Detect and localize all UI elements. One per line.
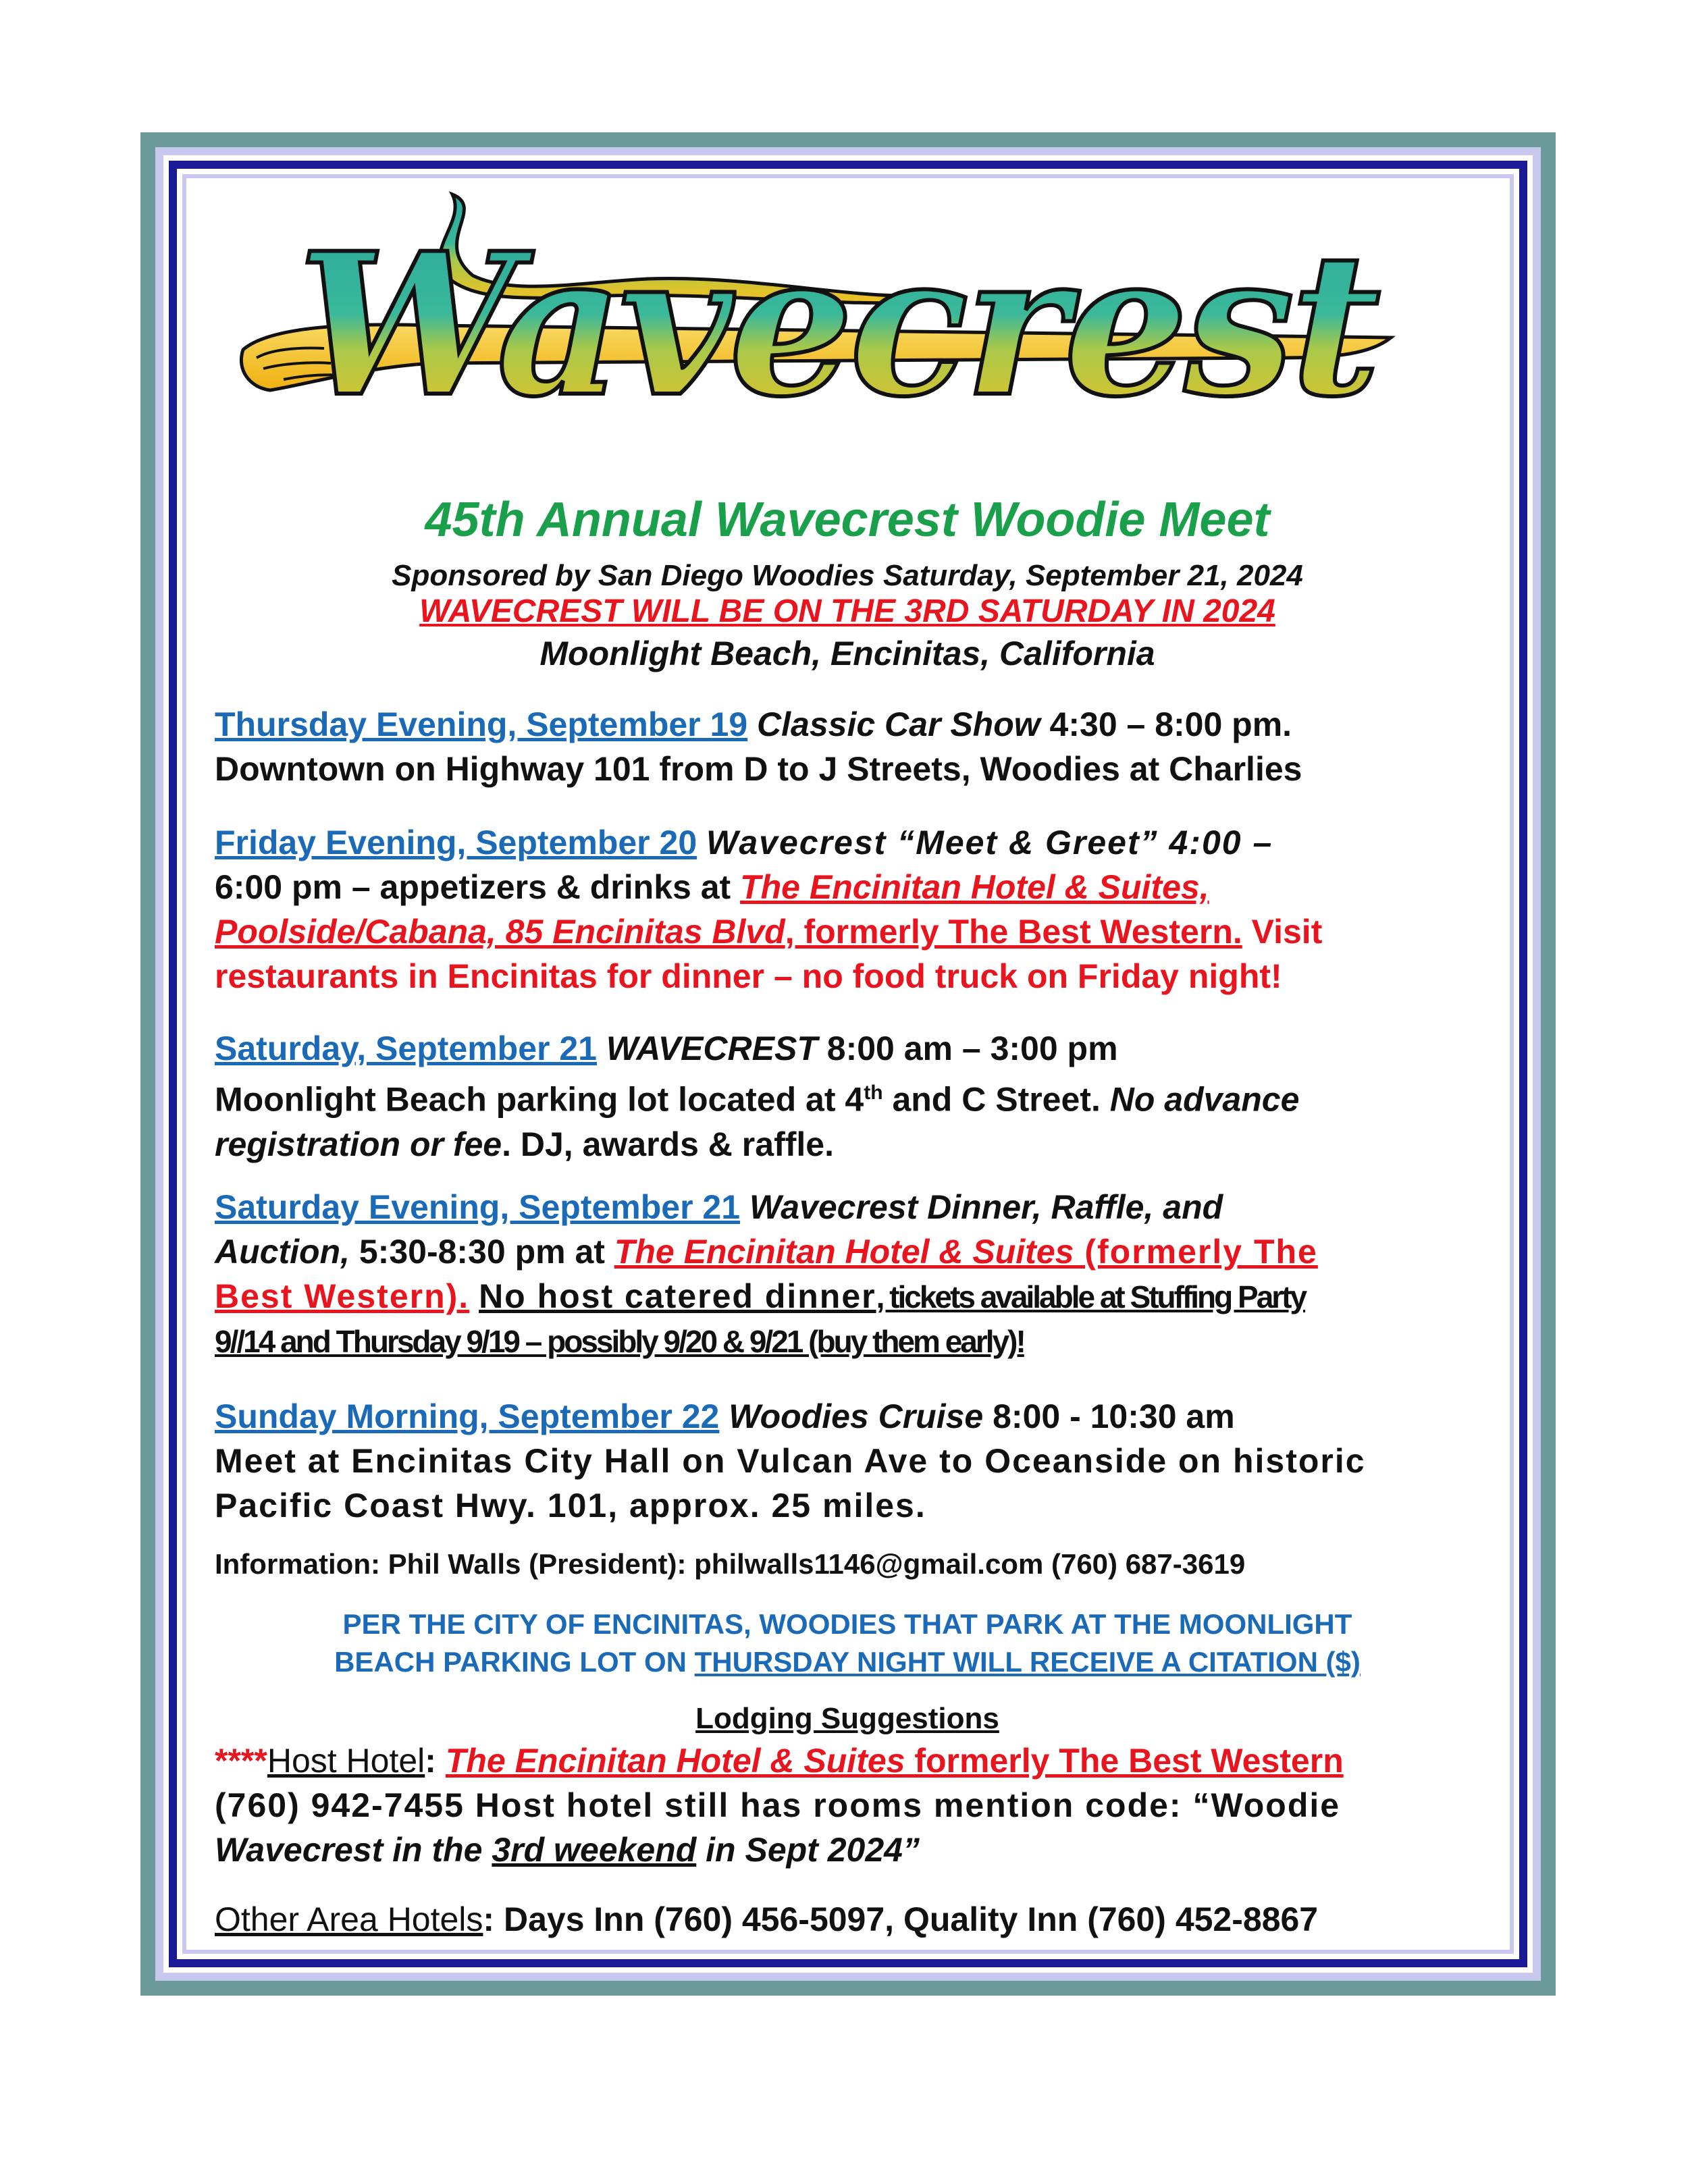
friday-time: 6:00 pm – appetizers & drinks at bbox=[215, 868, 741, 906]
contact-info: Information: Phil Walls (President): philwalls1146@gmail.com (760) 687-3619 bbox=[215, 1548, 1246, 1580]
citation-warning-prefix: BEACH PARKING LOT ON bbox=[334, 1646, 695, 1678]
host-code-c: in Sept 2024” bbox=[696, 1831, 920, 1869]
saturday-evening-best-western: Best Western). bbox=[215, 1277, 470, 1315]
saturday-evening-heading[interactable]: Saturday Evening, September 21 bbox=[215, 1188, 741, 1226]
thursday-location: Downtown on Highway 101 from D to J Streets, Woodies at Charlies bbox=[215, 750, 1302, 788]
lodging-section bbox=[215, 1738, 1518, 1872]
citation-warning-line1: PER THE CITY OF ENCINITAS, WOODIES THAT PARK AT THE MOONLIGHT bbox=[342, 1608, 1352, 1640]
host-hotel-phone: (760) 942-7455 Host hotel still has rooms mention code: “Woodie bbox=[215, 1786, 1341, 1824]
saturday-heading[interactable]: Saturday, September 21 bbox=[215, 1030, 597, 1067]
svg-text:Wavecrest: Wavecrest bbox=[297, 211, 1377, 440]
sunday-section bbox=[215, 1394, 1518, 1528]
friday-hotel: The Encinitan Hotel & Suites, bbox=[740, 868, 1209, 906]
saturday-registration: registration or fee bbox=[215, 1125, 502, 1163]
sunday-meet: Meet at Encinitas City Hall on Vulcan Ave to Oceanside on historic bbox=[215, 1442, 1366, 1480]
saturday-evening-dates: 9//14 and Thursday 9/19 – possibly 9/20 & 9/21 (buy them early)! bbox=[215, 1324, 1024, 1359]
lodging-heading: Lodging Suggestions bbox=[695, 1702, 999, 1735]
sunday-route: Pacific Coast Hwy. 101, approx. 25 miles. bbox=[215, 1487, 926, 1524]
other-hotels-list: : Days Inn (760) 456-5097, Quality Inn (760) 452-8867 bbox=[483, 1900, 1319, 1938]
host-hotel-label: Host Hotel bbox=[267, 1742, 425, 1780]
third-saturday-text: WAVECREST WILL BE ON THE 3RD SATURDAY IN 2024 bbox=[419, 593, 1275, 629]
host-colon: : bbox=[425, 1742, 446, 1780]
saturday-evening-time: 5:30-8:30 pm at bbox=[349, 1233, 614, 1271]
host-code-b: 3rd weekend bbox=[492, 1831, 697, 1869]
sponsor-line: Sponsored by San Diego Woodies Saturday, September 21, 2024 bbox=[392, 559, 1303, 592]
location-line: Moonlight Beach, Encinitas, California bbox=[539, 635, 1155, 672]
saturday-location: Moonlight Beach parking lot located at 4 bbox=[215, 1080, 864, 1119]
citation-warning-emphasis: THURSDAY NIGHT WILL RECEIVE A CITATION ($) bbox=[694, 1646, 1361, 1678]
other-hotels-label: Other Area Hotels bbox=[215, 1900, 483, 1938]
thursday-time: 4:30 – 8:00 pm. bbox=[1040, 705, 1292, 743]
host-stars: **** bbox=[215, 1742, 267, 1780]
friday-dinner-note: restaurants in Encinitas for dinner – no food truck on Friday night! bbox=[215, 957, 1282, 995]
saturday-section bbox=[215, 1026, 1518, 1167]
sunday-time: 8:00 - 10:30 am bbox=[983, 1397, 1235, 1435]
saturday-evening-dinner: No host catered dinner bbox=[479, 1277, 876, 1315]
friday-visit: Visit bbox=[1242, 913, 1323, 951]
saturday-extras: . DJ, awards & raffle. bbox=[502, 1125, 834, 1163]
event-title: 45th Annual Wavecrest Woodie Meet bbox=[425, 493, 1270, 547]
thursday-heading[interactable]: Thursday Evening, September 19 bbox=[215, 705, 748, 743]
friday-event: Wavecrest “Meet & Greet” 4:00 – bbox=[706, 824, 1273, 861]
host-hotel-former: formerly The Best Western bbox=[905, 1742, 1344, 1780]
saturday-ordinal: th bbox=[864, 1082, 883, 1104]
saturday-event: WAVECREST bbox=[606, 1030, 818, 1067]
saturday-no-advance: No advance bbox=[1109, 1080, 1300, 1119]
friday-venue: Poolside/Cabana, 85 Encinitas Blvd bbox=[215, 913, 785, 951]
sunday-heading[interactable]: Sunday Morning, September 22 bbox=[215, 1397, 720, 1435]
wavecrest-logo bbox=[230, 181, 1418, 451]
friday-heading[interactable]: Friday Evening, September 20 bbox=[215, 824, 697, 861]
host-code-a: Wavecrest in the bbox=[215, 1831, 492, 1869]
thursday-event: Classic Car Show bbox=[757, 705, 1040, 743]
saturday-evening-former: (formerly The bbox=[1074, 1233, 1318, 1271]
third-saturday-notice bbox=[189, 591, 1506, 632]
saturday-evening-tickets: , tickets available at Stuffing Party bbox=[876, 1279, 1306, 1314]
sunday-event: Woodies Cruise bbox=[729, 1397, 984, 1435]
other-hotels bbox=[215, 1897, 1518, 1942]
friday-former-name: , formerly The Best Western. bbox=[785, 913, 1242, 951]
saturday-evening-section bbox=[215, 1185, 1518, 1364]
saturday-time: 8:00 am – 3:00 pm bbox=[817, 1030, 1118, 1067]
thursday-section bbox=[215, 702, 1518, 791]
saturday-evening-auction: Auction, bbox=[215, 1233, 350, 1271]
friday-section bbox=[215, 820, 1518, 998]
saturday-evening-hotel: The Encinitan Hotel & Suites bbox=[614, 1233, 1074, 1271]
host-hotel-name: The Encinitan Hotel & Suites bbox=[445, 1742, 905, 1780]
citation-warning-line2 bbox=[189, 1643, 1506, 1681]
saturday-evening-event: Wavecrest Dinner, Raffle, and bbox=[749, 1188, 1223, 1226]
saturday-street: and C Street. bbox=[882, 1080, 1110, 1119]
